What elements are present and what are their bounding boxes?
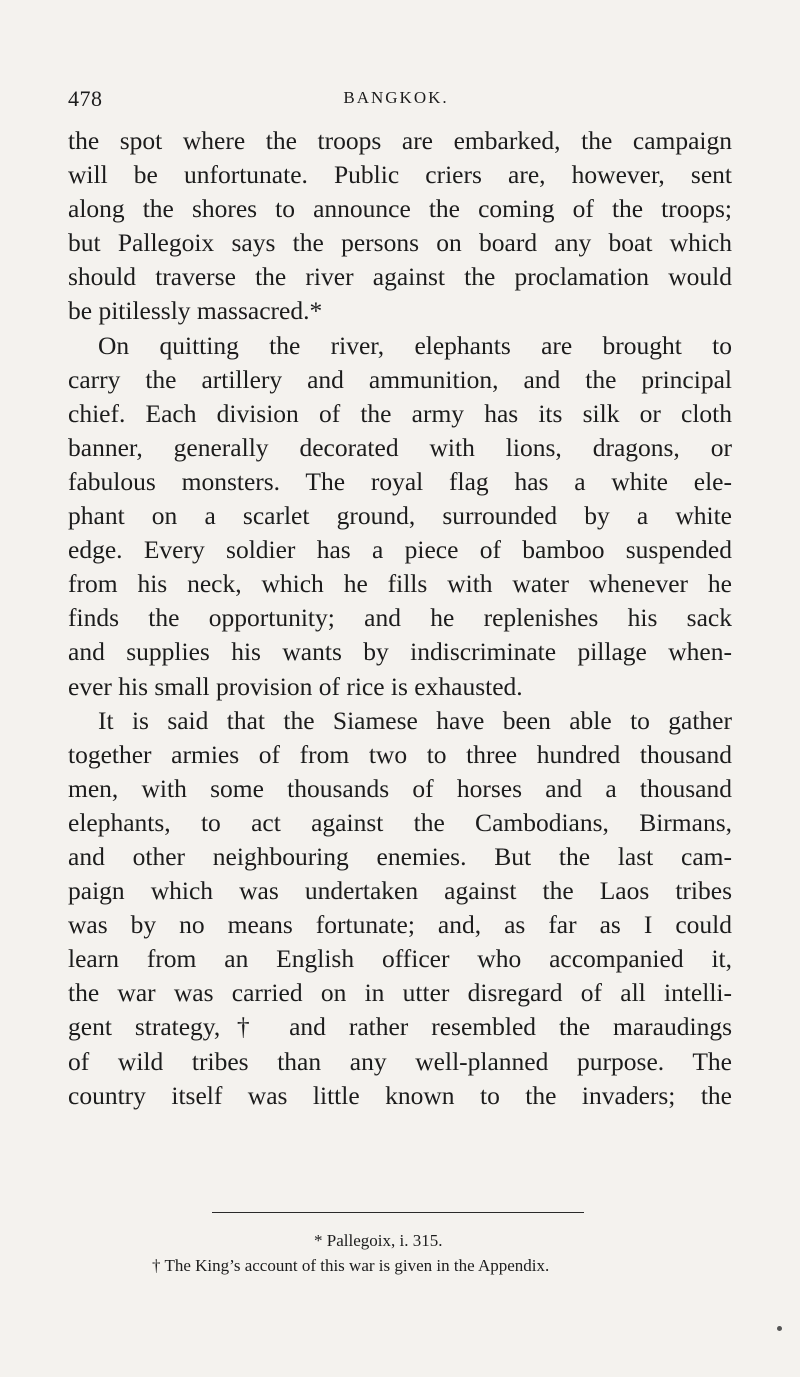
text-line: finds the opportunity; and he replenishes his sack (68, 603, 732, 633)
text-line: phant on a scarlet ground, surrounded by a white (68, 501, 732, 531)
text-line: be pitilessly massacred.* (68, 296, 323, 326)
text-line: It is said that the Siamese have been able to gather (98, 705, 732, 735)
text-line: should traverse the river against the proclamation would (68, 262, 732, 292)
text-line: ever his small provision of rice is exhausted. (68, 671, 523, 701)
text-line: gent strategy,† and rather resembled the maraudings (68, 1012, 732, 1042)
text-line: banner, generally decorated with lions, dragons, or (68, 432, 732, 462)
body-text (68, 124, 732, 1113)
text-line: and other neighbouring enemies. But the last cam- (68, 841, 732, 871)
text-line: paign which was undertaken against the Laos tribes (68, 876, 732, 906)
text-line: of wild tribes than any well-planned purpose. The (68, 1046, 732, 1076)
footnotes (68, 1228, 732, 1278)
text-line: was by no means fortunate; and, as far as I could (68, 910, 732, 940)
text-line: fabulous monsters. The royal flag has a white ele- (68, 466, 732, 496)
text-line: along the shores to announce the coming of the troops; (68, 194, 732, 224)
text-line: together armies of from two to three hundred thousand (68, 739, 732, 769)
text-line: will be unfortunate. Public criers are, however, sent (68, 160, 732, 190)
footnote: * Pallegoix, i. 315. (314, 1231, 443, 1250)
footnote-divider (212, 1212, 584, 1213)
text-line: learn from an English officer who accompanied it, (68, 944, 732, 974)
text-line: from his neck, which he fills with water whenever he (68, 569, 732, 599)
page-number: 478 (68, 86, 103, 111)
text-line: but Pallegoix says the persons on board any boat which (68, 228, 732, 258)
text-line: country itself was little known to the invaders; the (68, 1080, 732, 1110)
text-line: edge. Every soldier has a piece of bamboo suspended (68, 535, 732, 565)
text-line: men, with some thousands of horses and a thousand (68, 773, 732, 803)
text-line: the spot where the troops are embarked, the campaign (68, 126, 732, 155)
running-head (68, 86, 724, 116)
footnote: † The King’s account of this war is given in the Appendix. (152, 1256, 550, 1275)
text-line: chief. Each division of the army has its silk or cloth (68, 398, 732, 428)
text-line: elephants, to act against the Cambodians, Birmans, (68, 807, 732, 837)
text-line: the war was carried on in utter disregard of all intelli- (68, 978, 732, 1008)
running-title: BANGKOK. (343, 88, 449, 107)
text-line: carry the artillery and ammunition, and the principal (68, 364, 732, 394)
ink-speck (777, 1326, 782, 1331)
text-line: and supplies his wants by indiscriminate pillage when- (68, 637, 732, 667)
text-line: On quitting the river, elephants are brought to (98, 330, 732, 360)
